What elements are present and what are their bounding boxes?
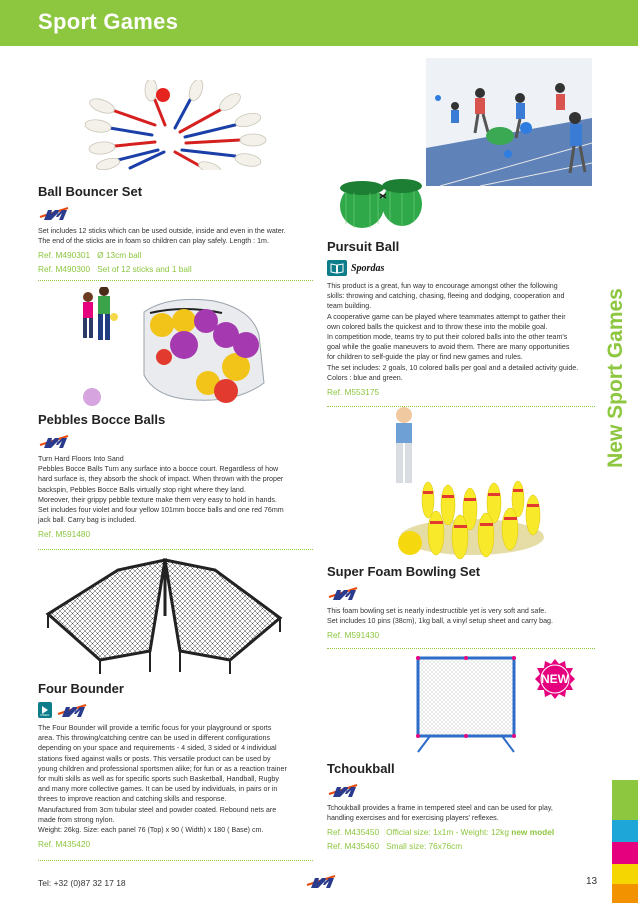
product-ref-1: Ref. M435420 — [38, 839, 91, 850]
product-ref-1: Ref. M553175 — [327, 387, 380, 398]
new-model-highlight: new model — [511, 827, 555, 838]
brand-m-logo-icon — [38, 205, 70, 221]
product-ref-1: Ref. M435450 Official size: 1x1m - Weight: 12kg new model — [327, 827, 555, 838]
side-title-text: New Sport Games — [604, 288, 627, 468]
section-side-title — [594, 268, 638, 488]
color-tab-blue — [612, 820, 638, 842]
product-name: Pursuit Ball — [327, 239, 400, 254]
brand-m-logo-icon — [327, 585, 359, 601]
product-ref-2: Ref. M490300 Set of 12 sticks and 1 ball — [38, 264, 192, 275]
brand-m-logo-icon — [38, 433, 70, 449]
brand-logo-row — [327, 780, 602, 800]
product-four-bounder — [38, 681, 328, 849]
child-figure-2 — [98, 287, 110, 340]
product-name: Tchoukball — [327, 761, 395, 776]
brand-logo-row — [38, 700, 328, 720]
new-badge — [535, 659, 575, 699]
spordas-brand-logo: Spordas — [351, 262, 385, 274]
product-name: Pebbles Bocce Balls — [38, 412, 166, 427]
divider — [38, 549, 313, 550]
brand-m-logo-icon — [56, 702, 88, 718]
new-badge-label: NEW — [541, 672, 569, 686]
product-description: Set includes 12 sticks which can be used outside, inside and even in the water. The end of the sticks are in foam so children can play safely. Length : 1m. — [38, 227, 286, 246]
page-title: Sport Games — [38, 9, 179, 34]
ball-bouncer-photo — [60, 80, 280, 170]
product-ref-2: Ref. M435460 Small size: 76x76cm — [327, 841, 463, 852]
product-pebbles-bocce — [38, 412, 328, 539]
four-bounder-photo — [40, 556, 290, 676]
product-bowling-set — [327, 564, 597, 640]
product-name: Ball Bouncer Set — [38, 184, 143, 199]
product-ref-1: Ref. M591480 — [38, 529, 91, 540]
child-figure — [396, 407, 412, 483]
video-badge-label: VIDEO — [40, 713, 50, 716]
color-tab-green — [612, 780, 638, 820]
footer-phone: Tel: +32 (0)87 32 17 18 — [38, 878, 126, 888]
color-tab-orange — [612, 884, 638, 903]
product-description: Turn Hard Floors Into Sand Pebbles Bocce Balls Turn any surface into a bocce court. Regardless of how hard surface is, they absorb the shock of impact. When thrown with the proper backspin, Pebbles Bocce Balls virtually stop right where they land. Moreover, their grippy pebble texture make them very easy to hold in hands. Set includes four violet and four yellow 101mm bocce balls and one red 76mm jack ball. Carry bag is included. — [38, 455, 284, 525]
divider — [327, 648, 595, 649]
divider — [38, 860, 313, 861]
tchoukball-photo — [410, 654, 522, 754]
product-name: Super Foam Bowling Set — [327, 564, 481, 579]
bowling-set-photo — [388, 405, 548, 563]
video-icon — [38, 702, 52, 718]
brand-logo-row — [327, 258, 597, 278]
product-description: This product is a great, fun way to encourage amongst other the following skills: throwing and catching, chasing, fleeing and dodging, cooperation and team building. A cooperative game can be played where teammates attempt to gather their own colored balls the quickest and to throw these into the mobile goal. In competition mode, teams try to put their colored balls into the other team's goal while the goalie maneuvers to avoid them. There are many opportunities for children to self-guide the play or find new games and rules. The set includes: 2 goals, 10 colored balls per goal and a detailed activity guide. Colors : blue and green. — [327, 282, 579, 382]
brand-m-logo-icon — [327, 782, 359, 798]
page-number: 13 — [586, 876, 598, 887]
product-name: Four Bounder — [38, 681, 124, 696]
product-tchoukball — [327, 761, 602, 851]
divider — [38, 280, 313, 281]
footer-brand-m-logo-icon — [305, 873, 337, 889]
brand-logo-row — [327, 583, 597, 603]
product-ball-bouncer — [38, 184, 328, 274]
product-description: This foam bowling set is nearly indestructible yet is very soft and safe. Set includes 10 pins (38cm), 1kg ball, a vinyl setup sheet and carry bag. — [327, 607, 553, 626]
child-figure-1 — [83, 292, 93, 338]
pebbles-bocce-photo — [74, 287, 270, 407]
product-description: Tchoukball provides a frame in tempered steel and can be used for play, handling exercises and for exercising players' reflexes. — [327, 804, 553, 823]
pursuit-ball-photo — [330, 58, 592, 233]
brand-logo-row — [38, 203, 328, 223]
product-ref-1: Ref. M490301 Ø 13cm ball — [38, 250, 142, 261]
product-pursuit-ball — [327, 239, 597, 397]
brand-logo-row — [38, 431, 328, 451]
page-header — [0, 0, 638, 46]
product-ref-1: Ref. M591430 — [327, 630, 380, 641]
color-tab-yellow — [612, 864, 638, 884]
color-tab-magenta — [612, 842, 638, 864]
product-description: The Four Bounder will provide a terrific focus for your playground or sports area. This throwing/catching centre can be used in different configurations depending on your space and requirements - 4 sided, 3 sided or 4 individual stations fixed against walls or posts. This versatile product can be used by young children and professional sportsmen alike; for fun or as a reaction trainer for multi skills as well as for specific sports such Basketball, Handball, Rugby and many more collective games. It can be used by individuals, in pairs or in threes to improve reaction and catching skills and response. Manufactured from 3cm tubular steel and powder coated. Rebound nets are made from strong nylon. Weight: 26kg. Size: each panel 76 (Top) x 90 ( Width) x 180 ( Base) cm. — [38, 724, 287, 835]
book-icon — [327, 260, 347, 276]
